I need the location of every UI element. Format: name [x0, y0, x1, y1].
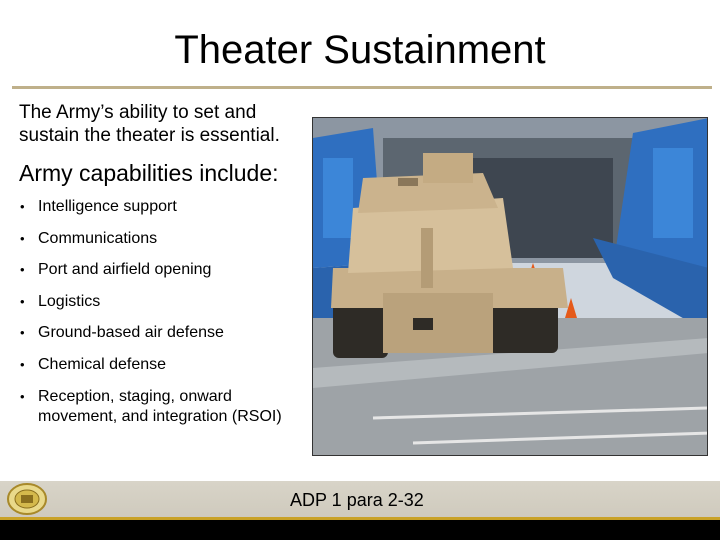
list-item [18, 355, 298, 375]
list-item [18, 387, 298, 427]
tank-rolling-off-ship-ramp-photo [312, 117, 708, 456]
title-divider [12, 86, 712, 89]
bullet-icon: • [20, 356, 25, 372]
list-item-label: Communications [38, 229, 158, 247]
bottom-bar [0, 520, 720, 540]
list-item-label: Port and airfield opening [38, 261, 212, 279]
list-item [18, 260, 298, 280]
list-item-label: Reception, staging, onward movement, and integration (RSOI) [38, 387, 282, 425]
list-item [18, 229, 298, 249]
list-item [18, 197, 298, 217]
slide-title: Theater Sustainment [174, 28, 546, 72]
list-item-label: Chemical defense [38, 355, 167, 373]
bullet-icon: • [20, 230, 25, 246]
reference-citation: ADP 1 para 2-32 [290, 490, 424, 510]
intro-text: The Army’s ability to set and sustain the theater is essential. [19, 102, 280, 146]
list-item-label: Logistics [38, 292, 101, 310]
bullet-icon: • [20, 388, 25, 404]
bullet-icon: • [20, 325, 25, 341]
bullet-icon: • [20, 293, 25, 309]
list-item [18, 323, 298, 343]
seal-logo-icon [6, 482, 48, 516]
bullet-icon: • [20, 199, 25, 214]
tank-photo-illustration [313, 118, 708, 456]
bullet-icon: • [20, 262, 25, 278]
list-item-label: Ground-based air defense [38, 324, 224, 342]
capabilities-heading: Army capabilities include: [19, 160, 279, 186]
list-item [18, 292, 298, 312]
capabilities-list [18, 197, 298, 438]
list-item-label: Intelligence support [38, 198, 177, 215]
